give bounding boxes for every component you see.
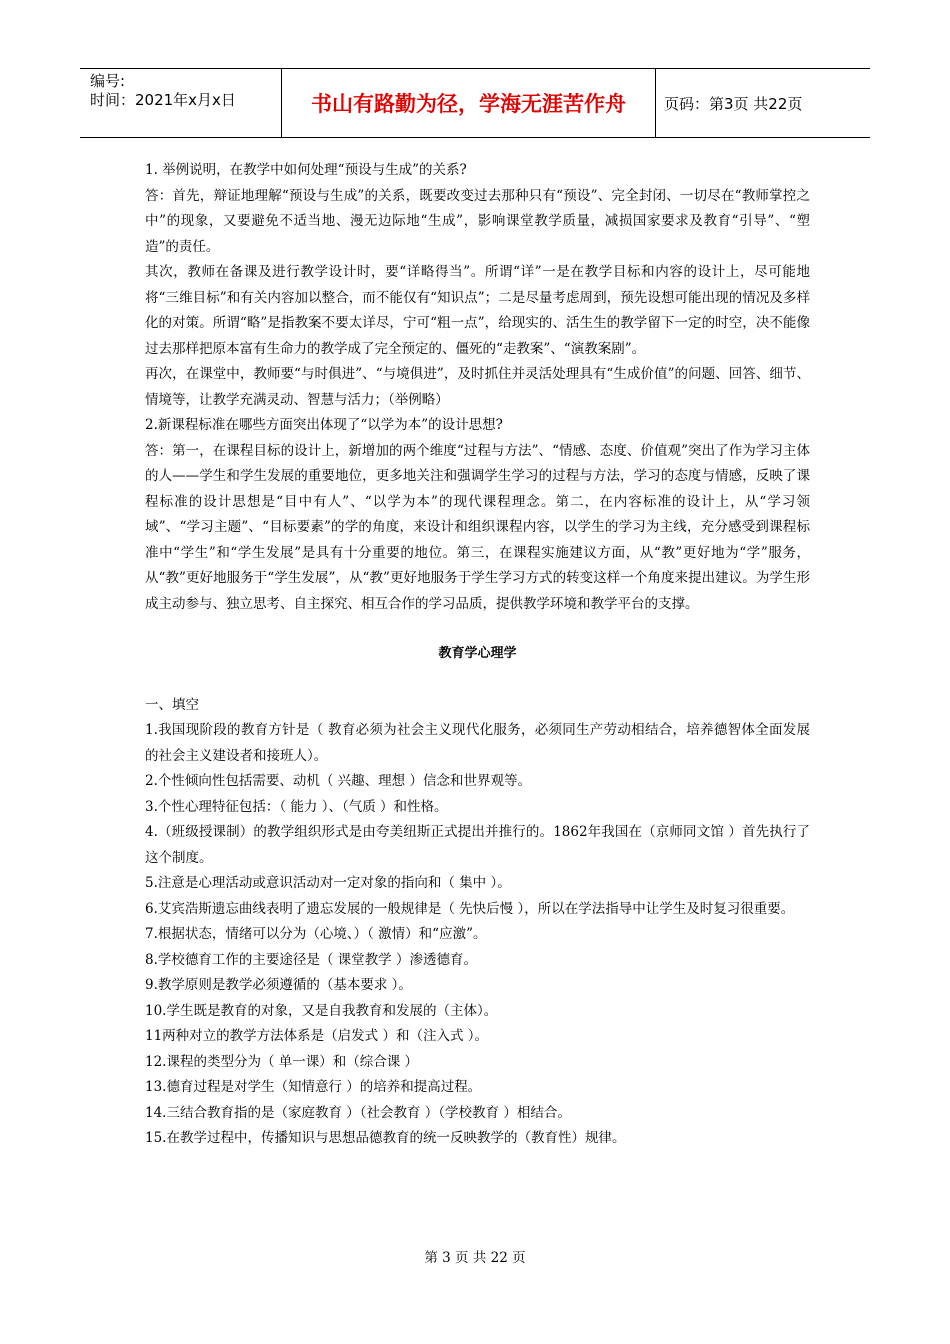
answer-1-second: 其次，教师在备课及进行教学设计时，要“详略得当”。所谓“详”一是在教学目标和内容的设计上，尽可能地将“三维目标”和有关内容加以整合，而不能仅有“知识点”；二是尽量考虑周到，预先设想可能出现的情况及多样化的对策。所谓“略”是指教案不要太详尽，宁可“粗一点”，给现实的、活生生的教学留下一定的时空，决不能像过去那样把原本富有生命力的教学成了完全预定的、僵死的“走教案”、“演教案剧”。 — [145, 264, 810, 357]
section-title: 教育学心理学 — [438, 646, 517, 661]
document-body — [145, 158, 810, 1152]
header-meta — [80, 69, 282, 137]
answer-2: 答：第一，在课程目标的设计上，新增加的两个维度“过程与方法”、“情感、态度、价值观”突出了作为学习主体的人——学生和学生发展的重要地位，更多地关注和强调学生学习的过程与方法，学习的态度与情感，反映了课程标准的设计思想是“目中有人”、“以学为本”的现代课程理念。第二，在内容标准的设计上，从“学习领域”、“学习主题”、“目标要素”的学的角度，来设计和组织课程内容，以学生的学习为主线，充分感受到课程标准中“学生”和“学生发展”是具有十分重要的地位。第三，在课程实施建议方面，从“教”更好地为“学”服务，从“教”更好地服务于“学生发展”，从“教”更好地服务于学生学习方式的转变这样一个角度来提出建议。为学生形成主动参与、独立思考、自主探究、相互合作的学习品质，提供教学环境和教学平台的支撑。 — [145, 442, 810, 612]
page-footer: 第 3 页 共 22 页 — [424, 1250, 526, 1266]
code-label: 编号: — [90, 72, 126, 90]
fill-item: 14.三结合教育指的是（家庭教育 ）（社会教育 ）（学校教育 ）相结合。 — [145, 1104, 571, 1121]
answer-1-third: 再次，在课堂中，教师要“与时俱进”、“与境俱进”，及时抓住并灵活处理具有“生成价值”的问题、回答、细节、情境等，让教学充满灵动、智慧与活力；（举例略） — [145, 366, 810, 408]
fill-item: 2.个性倾向性包括需要、动机（ 兴趣、理想 ）信念和世界观等。 — [145, 773, 531, 789]
fill-item: 5.注意是心理活动或意识活动对一定对象的指向和（ 集中 ）。 — [145, 875, 511, 891]
page-header — [80, 68, 870, 138]
time-label: 时间：2021年x月x日 — [90, 91, 236, 109]
fill-item: 8.学校德育工作的主要途径是（ 课堂教学 ）渗透德育。 — [145, 951, 477, 968]
fill-item: 11两种对立的教学方法体系是（启发式 ）和（注入式 ）。 — [145, 1028, 489, 1044]
fill-item: 10.学生既是教育的对象，又是自我教育和发展的（主体）。 — [145, 1002, 498, 1019]
fill-item: 3.个性心理特征包括：（ 能力 ）、（气质 ）和性格。 — [145, 798, 448, 815]
fill-item: 4.（班级授课制）的教学组织形式是由夸美纽斯正式提出并推行的。1862年我国在（京师同文馆 ）首先执行了这个制度。 — [145, 824, 810, 866]
fill-item: 7.根据状态，情绪可以分为（心境、）（ 激情）和“应激”。 — [145, 926, 487, 942]
subsection-title: 一、填空 — [145, 696, 199, 713]
fill-item: 6.艾宾浩斯遗忘曲线表明了遗忘发展的一般规律是（ 先快后慢 ），所以在学法指导中让学生及时复习很重要。 — [145, 900, 795, 917]
answer-1-first: 答：首先，辩证地理解“预设与生成”的关系，既要改变过去那种只有“预设”、完全封闭、一切尽在“教师掌控之中”的现象，又要避免不适当地、漫无边际地“生成”，影响课堂教学质量，减损国家要求及教育“引导”、“塑造”的责任。 — [145, 187, 810, 255]
header-page-info: 页码：第3页 共22页 — [664, 94, 803, 113]
fill-item: 12.课程的类型分为（ 单一课）和（综合课 ） — [145, 1053, 419, 1070]
fill-item: 9.教学原则是教学必须遵循的（基本要求 ）。 — [145, 977, 412, 993]
fill-item: 15.在教学过程中，传播知识与思想品德教育的统一反映教学的（教育性）规律。 — [145, 1130, 626, 1146]
question-1: 1. 举例说明，在教学中如何处理“预设与生成”的关系? — [145, 162, 467, 178]
fill-item: 13.德育过程是对学生（知情意行 ）的培养和提高过程。 — [145, 1079, 482, 1095]
header-motto: 书山有路勤为径，学海无涯苦作舟 — [282, 69, 656, 137]
fill-item: 1.我国现阶段的教育方针是（ 教育必须为社会主义现代化服务，必须同生产劳动相结合，培养德智体全面发展的社会主义建设者和接班人）。 — [145, 722, 810, 764]
question-2: 2.新课程标准在哪些方面突出体现了“以学为本”的设计思想? — [145, 417, 503, 433]
